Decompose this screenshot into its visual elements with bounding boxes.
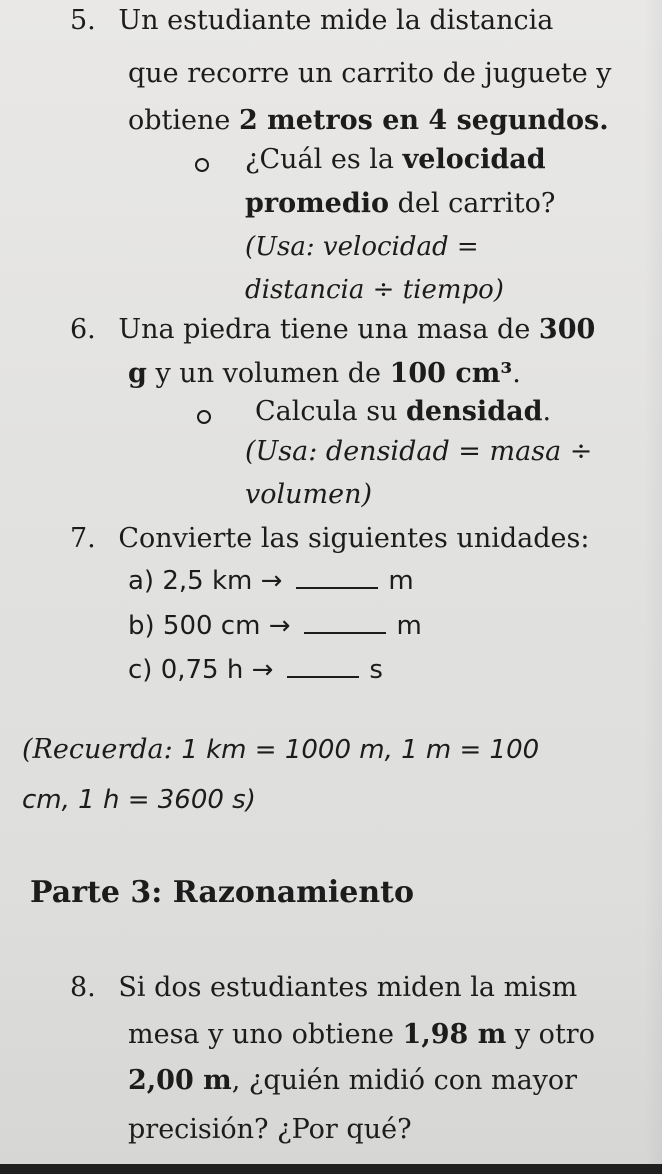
q5-text-1: Un estudiante mide la distancia: [118, 5, 554, 36]
q6-text-1a: Una piedra tiene una masa de: [118, 314, 539, 345]
q6-number: 6.: [70, 314, 96, 345]
q8-line3: [128, 1064, 577, 1098]
part3-title: Parte 3: Razonamiento: [30, 875, 415, 910]
q5-sub-a: ¿Cuál es la: [245, 144, 403, 175]
q5-line2: que recorre un carrito de juguete y: [128, 58, 612, 89]
answer-blank[interactable]: [296, 565, 378, 589]
q5-sub-bold: velocidad: [402, 144, 546, 175]
q5-line3-a: obtiene: [128, 105, 239, 136]
q8-line4: precisión? ¿Por qué?: [128, 1114, 412, 1145]
answer-blank[interactable]: [287, 654, 359, 678]
q7-item-b-label: b) 500 cm →: [128, 611, 291, 641]
bullet-icon: [197, 410, 211, 424]
q7-item-c: [128, 653, 383, 687]
q8-line2: [128, 1018, 595, 1052]
q6-hint-line2: volumen): [245, 479, 373, 510]
q7-note-b: 1 km = 1000 m, 1 m = 100: [181, 735, 540, 765]
q5-sub-line1: [245, 143, 546, 177]
q7-item-c-unit: s: [369, 655, 383, 685]
q6-sub-a: Calcula su: [255, 396, 407, 427]
q7-item-b: [128, 609, 422, 643]
q6-line2: [128, 357, 521, 391]
q8-text-3b: , ¿quién midió con mayor: [231, 1065, 578, 1096]
q6-text-1b: 300: [538, 314, 596, 345]
q6-sub-c: .: [542, 396, 552, 427]
q5-line1: [70, 4, 553, 38]
page-shadow: [644, 0, 662, 1174]
q7-item-c-label: c) 0,75 h →: [128, 655, 274, 685]
q8-text-2a: mesa y uno obtiene: [128, 1019, 403, 1050]
q7-item-a-unit: m: [388, 566, 414, 596]
q5-sub2-bold: promedio: [245, 188, 390, 219]
q8-number: 8.: [70, 972, 96, 1003]
q6-sub-line: [255, 395, 551, 429]
q7-note-line1: [22, 733, 539, 767]
q5-line3: [128, 104, 609, 138]
q5-sub-line2: [245, 187, 555, 221]
q5-sub2-b: del carrito?: [389, 188, 556, 219]
q6-hint-line1: (Usa: densidad = masa ÷: [245, 436, 593, 467]
q5-hint-line1: (Usa: velocidad =: [245, 232, 479, 262]
q8-text-3a: 2,00 m: [128, 1065, 232, 1096]
q8-text-2c: y otro: [506, 1019, 595, 1050]
q6-text-2c: 100 cm³: [389, 358, 513, 389]
q5-hint-line2: distancia ÷ tiempo): [245, 275, 504, 305]
q6-text-2a: g: [128, 358, 147, 389]
bullet-icon: [195, 158, 209, 172]
q7-title-line: [70, 522, 589, 556]
answer-blank[interactable]: [304, 610, 386, 634]
q7-item-a-label: a) 2,5 km →: [128, 566, 283, 596]
q8-line1: [70, 971, 577, 1005]
q8-text-1: Si dos estudiantes miden la mism: [118, 972, 578, 1003]
q5-number: 5.: [70, 5, 96, 36]
q5-line3-bold: 2 metros en 4 segundos.: [238, 105, 609, 136]
q7-number: 7.: [70, 523, 96, 554]
q6-line1: [70, 313, 595, 347]
q7-title: Convierte las siguientes unidades:: [118, 523, 590, 554]
q7-item-a: [128, 564, 414, 598]
page-bottom-edge: [0, 1164, 662, 1174]
q6-text-2b: y un volumen de: [146, 358, 390, 389]
q8-text-2b: 1,98 m: [402, 1019, 507, 1050]
q7-note-a: (Recuerda:: [22, 734, 182, 765]
q7-item-b-unit: m: [396, 611, 422, 641]
q6-sub-bold: densidad: [406, 396, 543, 427]
q6-text-2d: .: [512, 358, 521, 389]
q7-note-line2: cm, 1 h = 3600 s): [22, 785, 256, 815]
